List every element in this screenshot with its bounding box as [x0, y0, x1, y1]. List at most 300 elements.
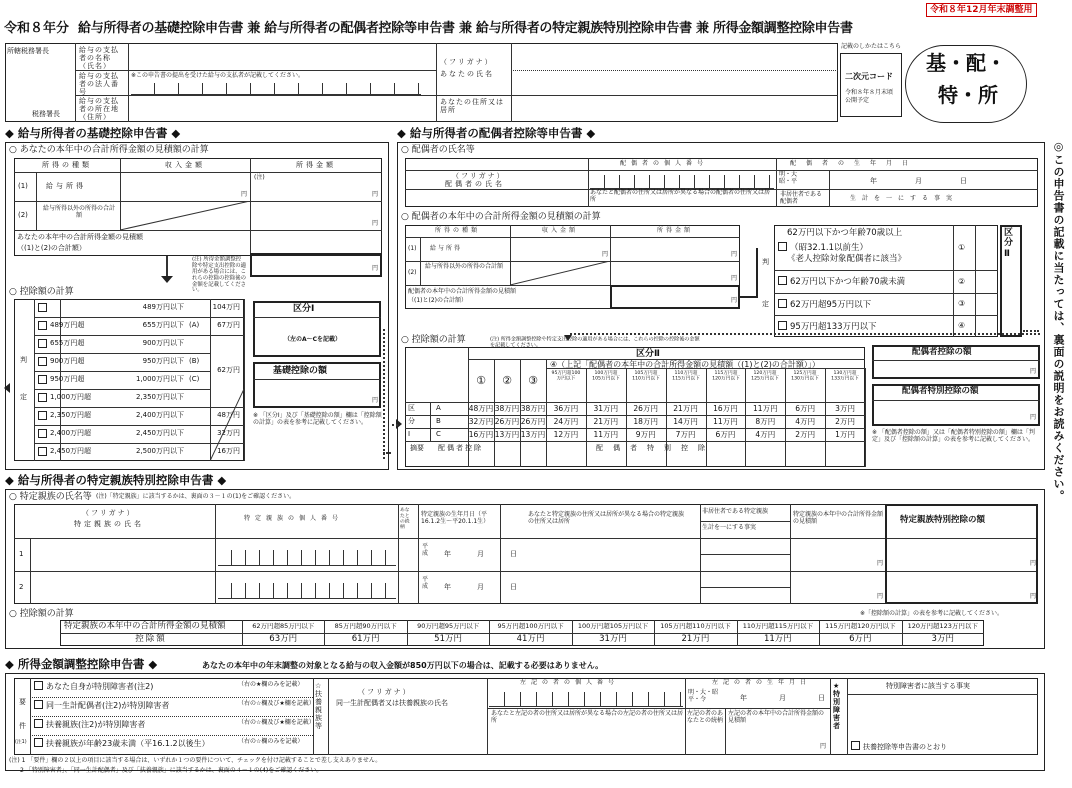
- special-section-heading: ◆ 給与所得者の特定親族特別控除申告書 ◆: [5, 473, 227, 487]
- arrow-left-icon: [4, 383, 10, 393]
- deduction-value: 31万円: [599, 634, 627, 644]
- deduction-value: 11万円: [713, 417, 738, 426]
- range-head: 100万円超105万円以下: [577, 622, 649, 630]
- deduction-amount: 62万円: [217, 366, 240, 374]
- basic-row2-label: 給与所得以外の所得の合計額: [42, 205, 115, 219]
- checkbox[interactable]: [34, 700, 43, 709]
- row-divider: [34, 371, 210, 372]
- guide-link[interactable]: 記載のしかたはこちら: [841, 43, 902, 50]
- deduction-value: 1万円: [835, 430, 855, 439]
- deduction-value: 31万円: [593, 404, 619, 413]
- checkbox[interactable]: [34, 719, 43, 728]
- basic-row1-label: 給与所得: [46, 182, 86, 190]
- range-to: 489万円以下: [142, 303, 184, 311]
- basic-deduction-heading: ○ 控除額の計算: [9, 287, 74, 297]
- deduction-row-checkbox[interactable]: [38, 429, 50, 440]
- row-divider: [34, 425, 210, 426]
- deduction-row-checkbox[interactable]: [38, 303, 50, 314]
- adjust-same-as-check[interactable]: 扶養控除等申告書のとおり: [851, 741, 947, 751]
- checkbox[interactable]: [38, 357, 47, 366]
- deduction-value: 12万円: [553, 430, 579, 439]
- spouse-table-sub: ④（上記「配偶者の本年中の合計所得金額の見積額（(1)と(2)の合計額）」）: [550, 360, 820, 369]
- spouse-table-header: 区分Ⅱ: [636, 349, 660, 359]
- your-name-label: あなたの氏名: [440, 70, 494, 78]
- dotted-connector: [392, 424, 398, 426]
- yen: 円: [1030, 593, 1037, 600]
- basic-other-amount-input[interactable]: [252, 203, 380, 229]
- special-birth-label: 特定親族の生年月日（平16.1.2生～平20.1.1生）: [421, 511, 490, 525]
- requirement-note: （右の☆欄及び★欄を記載）: [238, 700, 315, 707]
- deduction-value: 6万円: [715, 430, 736, 439]
- range-head: 105万円超110万円以下: [631, 370, 660, 382]
- basic-col-kind: 所得の種類: [42, 161, 92, 169]
- spouse-total-sub: （(1)と(2)の合計額）: [408, 297, 467, 304]
- checkbox[interactable]: [38, 447, 47, 456]
- special-amount-input[interactable]: [887, 540, 1036, 569]
- range-head: 62万円超85万円以下: [252, 622, 315, 630]
- deduction-value: 26万円: [494, 417, 520, 426]
- kubun2-label: 区分Ⅱ: [1004, 228, 1014, 259]
- spouse-birth-ymd: 年 月 日: [870, 177, 975, 185]
- spouse-row2-label: 給与所得以外の所得の合計額: [425, 263, 504, 270]
- dotted-connector: [1023, 330, 1039, 332]
- payer-name-label: 給与の支払者の名称（氏名）: [79, 46, 119, 71]
- spouse-nonresident-label: 非居住者である配偶者: [780, 191, 823, 205]
- range-head: 120万円超125万円以下: [751, 370, 780, 382]
- kubun1-label: 区分Ⅰ: [293, 304, 315, 314]
- adjust-furigana-label: （フリガナ）: [358, 688, 412, 696]
- adjust-address-label: あなたと左記の者の住所又は居所が異なる場合の左記の者の住所又は居所: [491, 710, 684, 724]
- range-to: 2,500万円以下: [135, 447, 184, 455]
- checkbox[interactable]: [38, 303, 47, 312]
- yen: 円: [731, 251, 738, 258]
- range-to: 1,000万円以下: [135, 375, 184, 383]
- era-label: 平成: [422, 543, 429, 557]
- special-name-label: 特定親族の氏名: [74, 520, 144, 528]
- range-head: 125万円超130万円以下: [791, 370, 820, 382]
- your-name-field[interactable]: [513, 45, 836, 93]
- class-letter: (A): [189, 321, 200, 329]
- checkbox[interactable]: [38, 411, 47, 420]
- adjust-note-2: 2 「特別障害者」、「同一生計配偶者」及び「扶養親族」に該当するかは、裏面の４－１の(4)をご確認ください。: [20, 767, 323, 774]
- deduction-value: 9万円: [635, 430, 656, 439]
- special-same-living-label: 生計を一にする事実: [702, 524, 757, 531]
- adjust-fact-label: 特別障害者に該当する事実: [886, 682, 970, 690]
- checkbox[interactable]: [34, 738, 43, 747]
- spouse-special-amount-label: 配偶者特別控除の額: [902, 386, 979, 396]
- deduction-row-checkbox[interactable]: [38, 411, 50, 422]
- row-divider: [34, 317, 210, 318]
- your-address-field[interactable]: [513, 97, 836, 120]
- deduction-value: 2万円: [835, 417, 855, 426]
- special-name-heading: ○ 特定親族の氏名等: [9, 492, 92, 502]
- arrow-down-icon: [564, 335, 572, 341]
- deduction-value: 41万円: [516, 634, 545, 644]
- payer-number-label: 給与の支払者の法人番号: [79, 72, 119, 97]
- deduction-row-checkbox[interactable]: [38, 375, 50, 386]
- deduction-value: 13万円: [494, 430, 520, 439]
- basic-col-income: 収入金額: [165, 161, 205, 169]
- deduction-row-checkbox[interactable]: [38, 321, 50, 332]
- kubun-label: 区: [408, 404, 415, 412]
- spouse-row1-label: 給与所得: [430, 245, 463, 252]
- kubun-label: Ⅰ: [408, 430, 411, 438]
- range-head: 115万円超120万円以下: [825, 622, 896, 630]
- qr-code-box: [840, 53, 902, 117]
- deduction-value: 16万円: [713, 404, 738, 413]
- range-to: 900万円以下: [142, 339, 184, 347]
- judge-item-1-check[interactable]: （昭32.1.1以前生）: [778, 242, 868, 254]
- range-from: 655万円超: [50, 339, 85, 347]
- yen: 円: [602, 251, 609, 258]
- judge-item-1-sub: 《老人控除対象配偶者に該当》: [787, 254, 907, 264]
- basic-section-heading: ◆ 給与所得者の基礎控除申告書 ◆: [5, 126, 181, 140]
- class-letter: (C): [189, 375, 200, 383]
- yen: 円: [1030, 414, 1037, 421]
- deduction-value: 13万円: [520, 430, 546, 439]
- kubun1-box[interactable]: [253, 301, 381, 357]
- col-divider: [430, 402, 431, 441]
- range-head: 110万円超115万円以下: [742, 622, 814, 630]
- checkbox[interactable]: [38, 321, 47, 330]
- spouse-estimate-heading: ○ 配偶者の本年中の合計所得金額の見積額の計算: [401, 212, 601, 222]
- yen: 円: [820, 743, 827, 750]
- range-head: 95万円超100万円以下: [497, 622, 564, 630]
- yen: 円: [241, 191, 248, 198]
- adjust-relation-label: 左記の者のあなたとの続柄: [687, 710, 724, 724]
- range-from: 489万円超: [50, 321, 85, 329]
- special-name-note: (注)「特定親族」に該当するかは、裏面の３－１の(1)をご確認ください。: [96, 493, 296, 500]
- payer-number-note: ※この申告書の提出を受けた給与の支払者が記載してください。: [131, 72, 305, 79]
- range-from: 900万円超: [50, 357, 85, 365]
- range-head: 100万円超105万円以下: [591, 370, 620, 382]
- basic-estimate-heading: ○ あなたの本年中の合計所得金額の見積額の計算: [9, 145, 209, 155]
- deduction-value: 24万円: [553, 417, 579, 426]
- category-line-1: 基・配・: [926, 51, 1006, 75]
- deduction-value: 4万円: [795, 417, 816, 426]
- judge-no: ①: [958, 243, 966, 252]
- dotted-connector: [383, 329, 385, 459]
- special-deduction-note: ※「控除額の計算」の表を参考に記載してください。: [860, 610, 1004, 617]
- req-label: 件: [19, 722, 26, 730]
- checkbox[interactable]: [34, 681, 43, 690]
- range-from: 2,400万円超: [50, 429, 92, 437]
- requirement-checkbox[interactable]: [34, 719, 145, 729]
- requirement-note: （右の☆欄のみを記載）: [238, 738, 304, 745]
- spouse-address-label: あなたと配偶者の住所又は居所が異なる場合の配偶者の住所又は居所: [590, 189, 771, 203]
- deduction-value: 26万円: [520, 417, 546, 426]
- range-head: 105万円超110万円以下: [660, 622, 731, 630]
- basic-total-sub: （(1)と(2)の合計額）: [17, 244, 86, 252]
- yen: 円: [877, 560, 884, 567]
- row-divider: [34, 407, 210, 408]
- vertical-instruction: ◎この申告書の記載に当たっては、裏面の説明をお読みください。: [1052, 140, 1065, 502]
- col-divider: [865, 368, 866, 467]
- special-address-field[interactable]: [502, 540, 698, 569]
- deduction-value: 48万円: [468, 404, 494, 413]
- spouse-era: 明・大 昭・平: [779, 171, 798, 185]
- judge-no: ②: [958, 277, 966, 286]
- payer-address-field[interactable]: [130, 97, 434, 120]
- special-name-field[interactable]: [32, 540, 213, 569]
- range-from: 1,000万円超: [50, 393, 92, 401]
- spouse-birth-label: 配偶者の生年月日: [790, 160, 919, 167]
- requirement-checkbox[interactable]: [34, 738, 210, 748]
- special-number-label: 特定親族の個人番号: [244, 515, 344, 522]
- furigana-label: （フリガナ）: [440, 58, 494, 66]
- special-furigana-label: （フリガナ）: [82, 509, 136, 517]
- range-from: 2,450万円超: [50, 447, 92, 455]
- deduction-value: 16万円: [468, 430, 494, 439]
- row-divider: [700, 587, 790, 588]
- payer-address-label: 給与の支払者の所在地（住所）: [79, 97, 119, 122]
- adjust-number-label: 左記の者の個人番号: [520, 679, 620, 686]
- deduction-value: 38万円: [494, 404, 520, 413]
- connector: [756, 248, 758, 298]
- deduction-value: 51万円: [434, 634, 462, 644]
- requirement-note: （右の★欄のみを記載）: [238, 681, 304, 688]
- range-head: 115万円超120万円以下: [711, 370, 740, 382]
- checkbox[interactable]: [38, 339, 47, 348]
- requirement-checkbox[interactable]: [34, 700, 169, 710]
- req-note: (注1): [15, 739, 27, 745]
- special-relation-label: あなたとの続柄: [400, 507, 410, 530]
- judge-label: 判: [762, 258, 769, 266]
- year-label: 令和８年分: [4, 21, 70, 36]
- basic-col-amount: 所得金額: [296, 161, 336, 169]
- deduction-value: 11万円: [753, 404, 778, 413]
- qr-label: 二次元コード: [845, 72, 893, 81]
- spouse-col-income: 収入金額: [541, 227, 578, 234]
- spouse-number-label: 配偶者の個人番号: [620, 160, 709, 167]
- deduction-value: 4万円: [755, 430, 776, 439]
- deduction-value: 3万円: [835, 404, 855, 413]
- range-head: 120万円超123万円以下: [907, 622, 978, 630]
- special-name-field[interactable]: [32, 573, 213, 602]
- adjust-name-label: 同一生計配偶者又は扶養親族の氏名: [336, 699, 448, 707]
- judge-item-3[interactable]: 62万円超95万円以下: [778, 299, 871, 311]
- office-label: 所轄税務署長: [7, 47, 49, 55]
- spouse-name-label: 配偶者の氏名: [445, 180, 505, 188]
- kubun-letter: C: [436, 430, 441, 438]
- deduction-value: 3万円: [931, 634, 954, 644]
- deduction-value: 61万円: [351, 634, 380, 644]
- col-head: ②: [502, 374, 512, 387]
- judge-no: ③: [958, 299, 966, 308]
- deduction-value: 21万円: [593, 417, 619, 426]
- yen: 円: [731, 297, 738, 304]
- connector: [740, 296, 756, 298]
- range-from: 950万円超: [50, 375, 85, 383]
- checkbox[interactable]: [38, 393, 47, 402]
- deduction-value: 18万円: [633, 417, 658, 426]
- range-to: 655万円以下: [142, 321, 184, 329]
- basic-salary-income-input[interactable]: [122, 174, 248, 200]
- checkbox[interactable]: [38, 429, 47, 438]
- deduction-value: 21万円: [673, 404, 698, 413]
- star-black-label: ★特別障害者: [833, 682, 840, 731]
- spouse-same-living-label: 生計を一にする事実: [850, 195, 959, 202]
- deduction-value: 63万円: [269, 634, 298, 644]
- requirement-text: あなた自身が特別障害者(注2): [46, 682, 154, 691]
- row-divider: [700, 554, 790, 555]
- star-side-label: ☆扶養親族等: [315, 682, 322, 731]
- special-table-row2: 控除額: [135, 634, 167, 644]
- col-head: ③: [528, 374, 538, 387]
- range-head: 85万円超90万円以下: [334, 622, 397, 630]
- deduction-value: 14万円: [673, 417, 698, 426]
- yen: 円: [1030, 368, 1037, 375]
- basic-total-input[interactable]: [250, 253, 382, 277]
- basic-total-note: (注) 所得金額調整控除や特定支出控除の適用がある場合には、これらの控除の控除後の金額を記載してください。: [192, 256, 247, 294]
- row-number: 1: [19, 550, 24, 558]
- requirement-text: 扶養親族が年齢23歳未満（平16.1.2以後生）: [46, 739, 210, 748]
- yen: 円: [372, 265, 379, 272]
- qr-note-1: 令和８年８月末頃: [845, 89, 894, 96]
- row-divider: [34, 335, 210, 336]
- deduction-amount: 32万円: [217, 429, 240, 437]
- yen: 円: [877, 593, 884, 600]
- judge-no: ④: [958, 321, 966, 330]
- deduction-amount: 48万円: [217, 411, 240, 419]
- deduction-row-checkbox[interactable]: [38, 357, 50, 368]
- deduction-value: 11万円: [593, 430, 619, 439]
- spouse-deduction-heading: ○ 控除額の計算: [401, 335, 466, 345]
- judge-item-2[interactable]: 62万円以下かつ年齢70歳未満: [778, 276, 905, 288]
- adjust-section-heading: ◆ 所得金額調整控除申告書 ◆: [5, 657, 158, 671]
- year-end-badge: 令和８年12月年末調整用: [926, 3, 1037, 17]
- deduction-value: 8万円: [755, 417, 776, 426]
- row-number: 2: [19, 583, 24, 591]
- deduction-value: 32万円: [468, 417, 494, 426]
- row-no: (2): [408, 269, 417, 276]
- basic-note-mark: (注): [254, 174, 265, 181]
- deduction-row-checkbox[interactable]: [38, 447, 50, 458]
- adjust-income-label: 左記の者の本年中の合計所得金額の見積額: [728, 710, 825, 724]
- basic-row1-no: (1): [18, 182, 28, 190]
- yen: 円: [1030, 560, 1037, 567]
- deduction-value: 7万円: [675, 430, 696, 439]
- row-divider: [34, 353, 210, 354]
- birth-ymd: 年 月 日: [444, 583, 521, 591]
- spouse-number-boxes[interactable]: [590, 175, 774, 189]
- payer-number-boxes[interactable]: [131, 83, 421, 95]
- era-label: 平成: [422, 576, 429, 590]
- col-head: ①: [476, 374, 486, 387]
- judge-item-4[interactable]: 95万円超133万円以下: [778, 321, 877, 333]
- deduction-value: 6万円: [849, 634, 872, 644]
- spouse-col-amount: 所得金額: [656, 227, 693, 234]
- deduction-value: 38万円: [520, 404, 546, 413]
- range-head: 95万円超100万円以下: [551, 370, 581, 382]
- special-amount-input[interactable]: [887, 573, 1036, 602]
- range-head: 130万円超133万円以下: [831, 370, 859, 382]
- payer-name-field[interactable]: [130, 45, 434, 68]
- basic-salary-amount-input[interactable]: [252, 174, 380, 200]
- adjust-number-boxes[interactable]: [489, 692, 683, 707]
- deduction-value: 26万円: [633, 404, 658, 413]
- category-line-2: 特・所: [938, 83, 998, 107]
- special-deduction-heading: ○ 控除額の計算: [9, 609, 74, 619]
- deduction-row-checkbox[interactable]: [38, 339, 50, 350]
- dotted-connector: [570, 333, 1040, 335]
- deduction-value: 11万円: [763, 634, 792, 644]
- basic-row2-no: (2): [18, 211, 28, 219]
- special-number-boxes[interactable]: [218, 583, 396, 599]
- deduction-value: 36万円: [553, 404, 579, 413]
- spouse-name-field[interactable]: [407, 191, 586, 205]
- kubun1-note: （左のA～Cを記載）: [284, 336, 342, 343]
- judge-item-1: 62万円以下かつ年齢70歳以上: [787, 228, 903, 238]
- kubun-label: 分: [408, 417, 415, 425]
- special-income-label: 特定親族の本年中の合計所得金額の見積額: [793, 511, 884, 525]
- deduction-value: 2万円: [795, 430, 816, 439]
- kubun-letter: B: [436, 417, 441, 425]
- diagonal-line: [120, 201, 250, 230]
- deduction-amount: 104万円: [212, 303, 240, 311]
- range-to: 2,350万円以下: [135, 393, 184, 401]
- diagonal-line: [210, 389, 244, 461]
- row-divider: [210, 317, 244, 318]
- deduction-value: 21万円: [681, 634, 710, 644]
- row-divider: [34, 389, 210, 390]
- your-address-label: あなたの住所又は居所: [440, 98, 504, 115]
- adjust-note-1: (注) 1 「要件」欄の２以上の項目に該当する場合は、いずれか１つの要件について、チェックを付け記載することで差し支えありません。: [9, 757, 382, 764]
- adjust-era: 明・大・昭 平・令: [688, 689, 719, 703]
- judge-label: 定: [762, 300, 769, 308]
- deduction-amount: 16万円: [217, 447, 240, 455]
- spouse-total-input[interactable]: [610, 285, 740, 309]
- yen: 円: [372, 397, 379, 404]
- range-head: 90万円超95万円以下: [417, 622, 480, 630]
- adjust-birth-label: 左記の者の生年月日: [712, 679, 812, 686]
- judge-label: 定: [20, 393, 27, 401]
- kubun-letter: A: [436, 404, 441, 412]
- req-label: 要: [19, 698, 26, 706]
- range-to: 950万円以下: [142, 357, 184, 365]
- tekiyo-spouse: 配偶者控除: [438, 444, 483, 452]
- office-suffix: 税務署長: [32, 110, 60, 118]
- spouse-total-label: 配偶者の本年中の合計所得金額の見積額: [408, 288, 517, 295]
- special-nonresident-label: 非居住者である特定親族: [702, 508, 769, 515]
- range-head: 110万円超115万円以下: [671, 370, 700, 382]
- row-divider: [210, 335, 244, 336]
- yen: 円: [372, 220, 379, 227]
- deduction-amount: 67万円: [217, 321, 240, 329]
- judge-label: 判: [20, 356, 27, 364]
- diagonal-line: [510, 261, 610, 285]
- deduction-row-checkbox[interactable]: [38, 393, 50, 404]
- requirement-text: 同一生計配偶者(注2)が特別障害者: [46, 701, 170, 710]
- checkbox[interactable]: [38, 375, 47, 384]
- qr-note-2: 公開予定: [845, 97, 870, 104]
- spouse-amount-note: ※ 「配偶者控除の額」又は「配偶者特別控除の額」欄は「判定」及び「控除額の計算」の表を参考に記載してください。: [872, 429, 1035, 443]
- special-address-field[interactable]: [502, 573, 698, 602]
- birth-ymd: 年 月 日: [444, 550, 521, 558]
- requirement-note: （右の☆欄及び★欄を記載）: [238, 719, 315, 726]
- row-no: (1): [408, 245, 417, 252]
- range-from: 2,350万円超: [50, 411, 92, 419]
- spouse-col-kind: 所得の種類: [434, 227, 480, 234]
- special-number-boxes[interactable]: [218, 550, 396, 566]
- adjust-name-field[interactable]: [330, 712, 485, 752]
- requirement-checkbox[interactable]: [34, 681, 153, 691]
- basic-total-label: あなたの本年中の合計所得金額の見積額: [17, 233, 143, 241]
- range-to: 2,450万円以下: [135, 429, 184, 437]
- spouse-section-heading: ◆ 給与所得者の配偶者控除等申告書 ◆: [397, 126, 596, 140]
- adjust-birth-ymd: 年 月 日: [740, 694, 831, 702]
- dotted-connector: [383, 452, 391, 454]
